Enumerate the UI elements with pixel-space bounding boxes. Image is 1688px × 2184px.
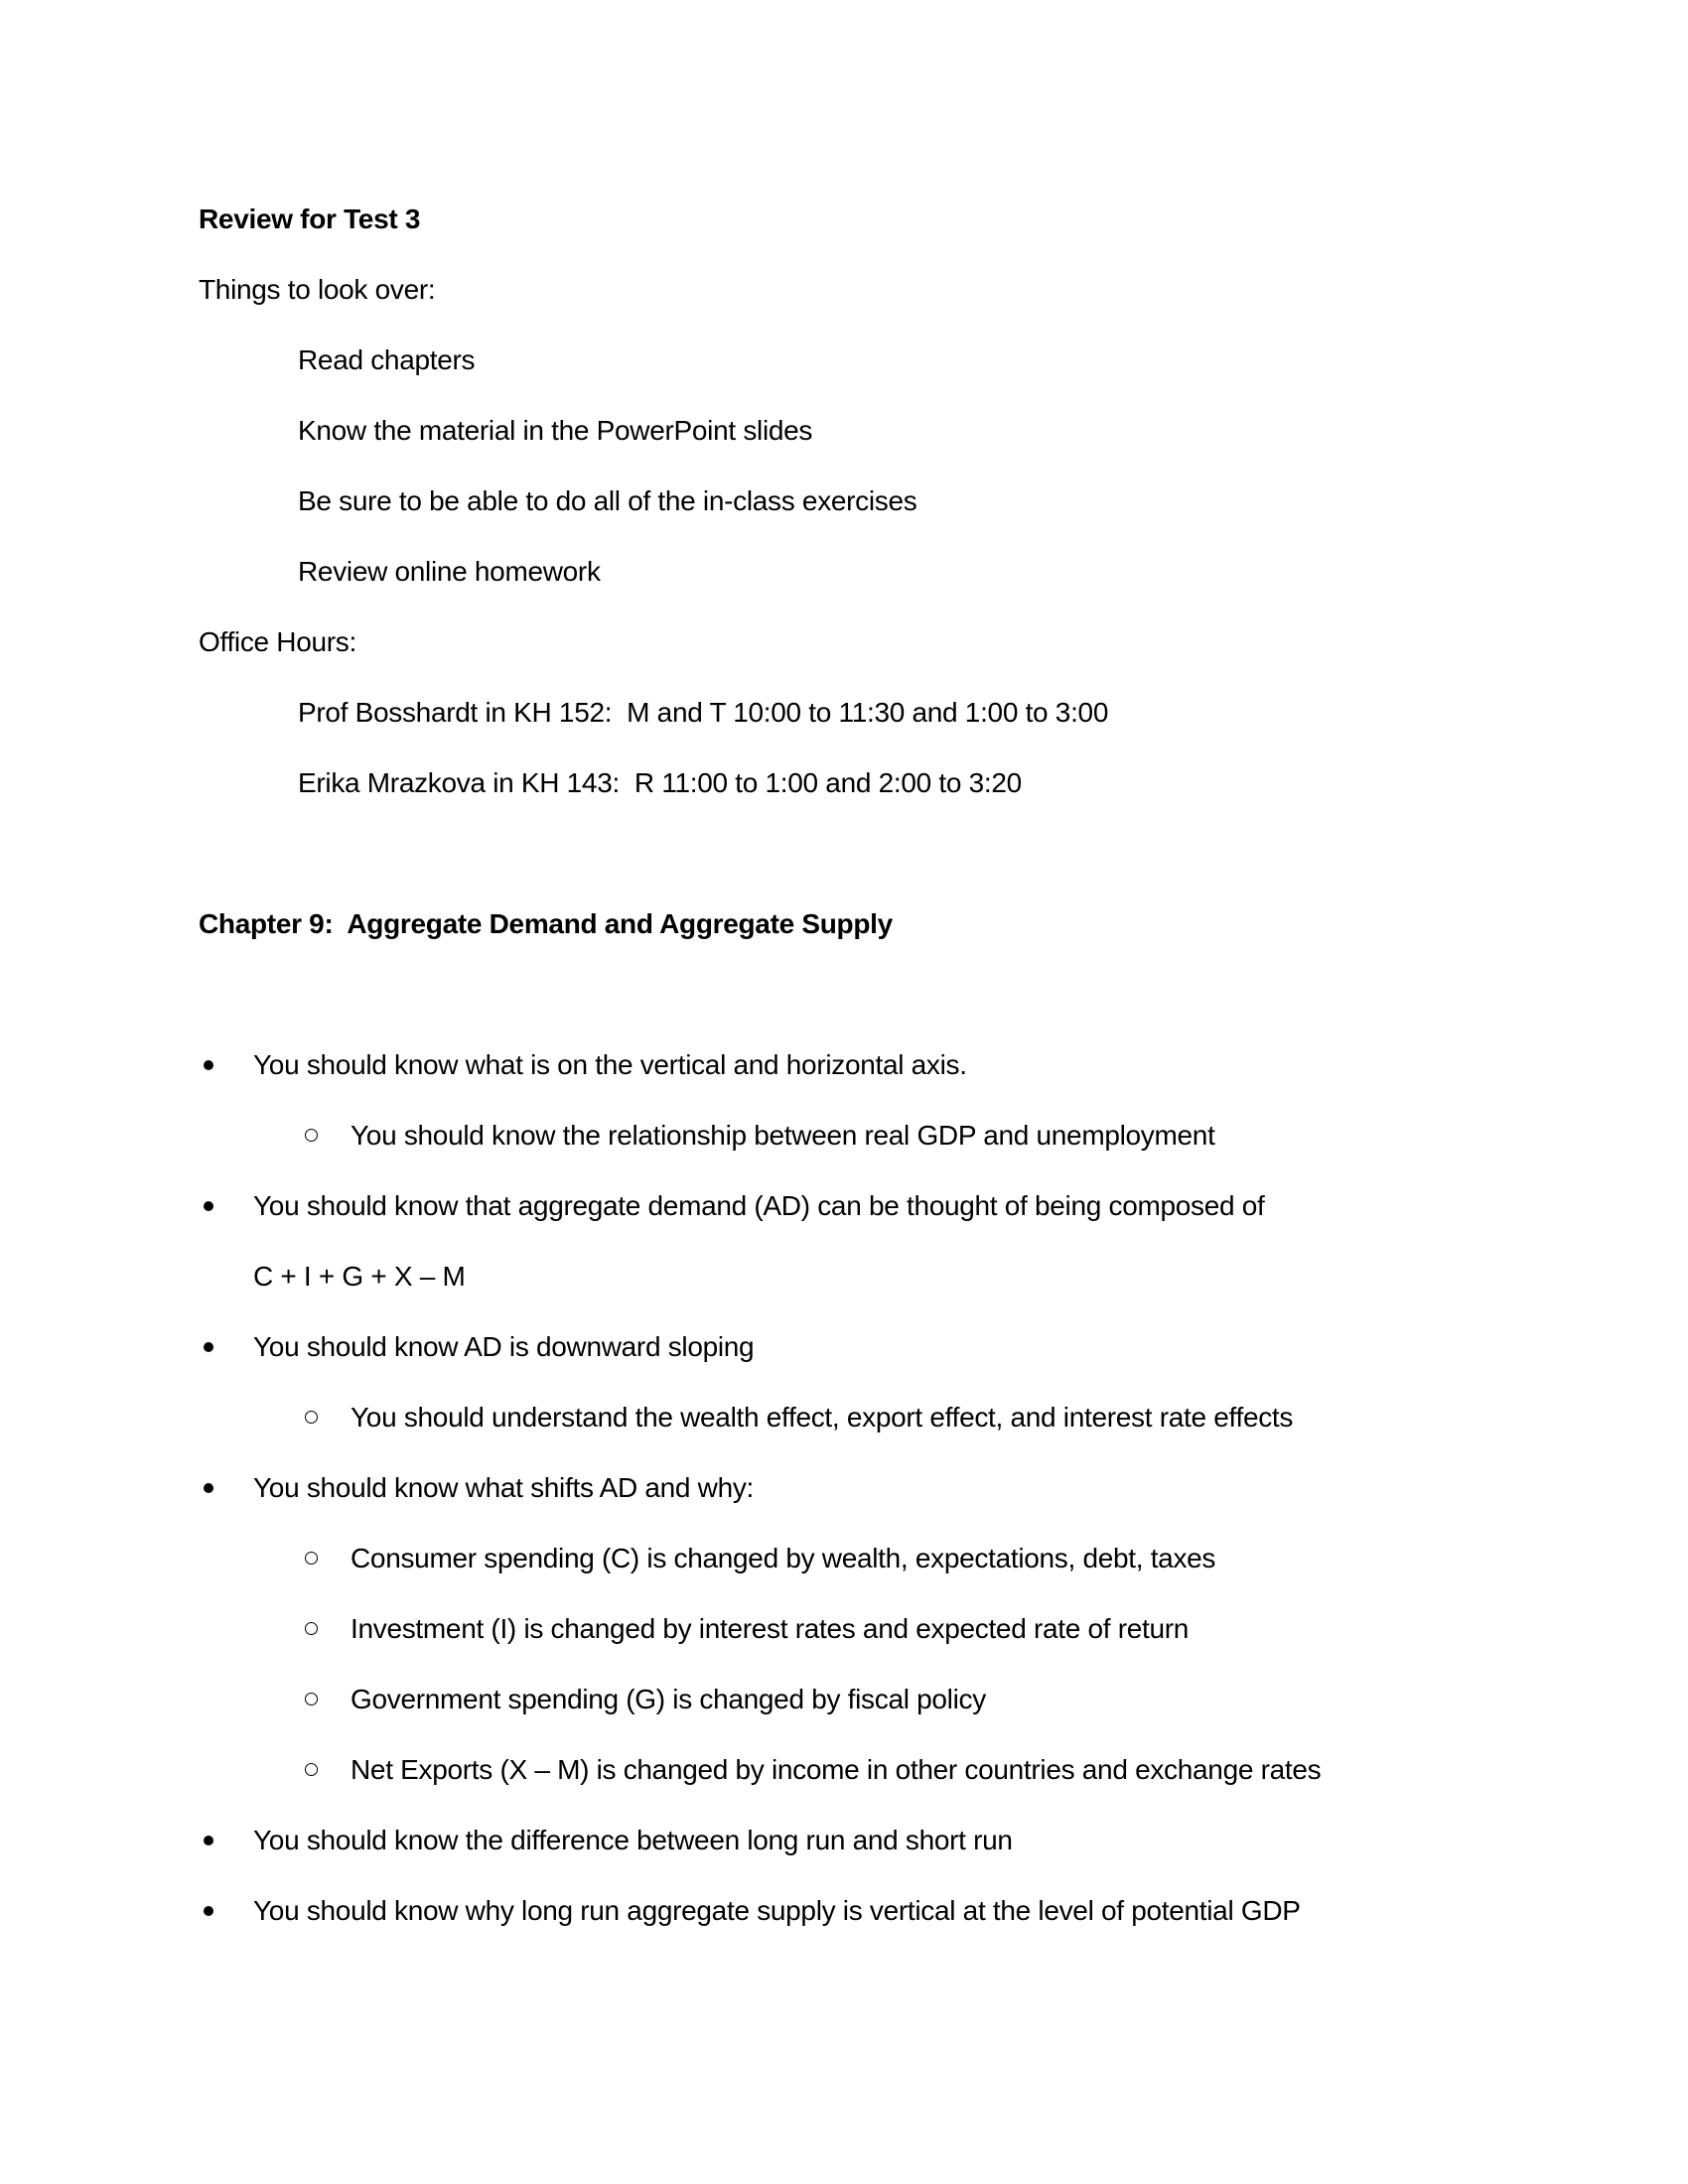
bullet-continuation-text: C + I + G + X – M bbox=[253, 1261, 466, 1292]
hollow-circle-bullet-glyph bbox=[305, 1129, 318, 1142]
sub-bullet-item-text: Government spending (G) is changed by fiscal policy bbox=[351, 1684, 986, 1714]
sub-bullet-item bbox=[199, 1734, 1509, 1805]
indented-item bbox=[199, 748, 1509, 818]
blank-line bbox=[199, 959, 1509, 1029]
document-content bbox=[199, 184, 1509, 1946]
bullet-item-text: You should know why long run aggregate supply is vertical at the level of potential GDP bbox=[253, 1895, 1301, 1926]
indented-item-text: Review online homework bbox=[298, 556, 601, 587]
indented-item bbox=[199, 466, 1509, 536]
bullet-item bbox=[199, 1029, 1509, 1100]
indented-item-text: Erika Mrazkova in KH 143: R 11:00 to 1:00 and 2:00 to 3:20 bbox=[298, 767, 1022, 798]
sub-bullet-item bbox=[199, 1100, 1509, 1170]
hollow-circle-bullet-icon bbox=[199, 1523, 351, 1593]
sub-bullet-item bbox=[199, 1523, 1509, 1593]
disc-bullet-glyph bbox=[204, 1483, 213, 1493]
disc-bullet-glyph bbox=[204, 1906, 213, 1916]
hollow-circle-bullet-icon bbox=[199, 1382, 351, 1452]
disc-bullet-glyph bbox=[204, 1342, 213, 1352]
indented-item bbox=[199, 395, 1509, 466]
bullet-item-text: You should know AD is downward sloping bbox=[253, 1331, 755, 1362]
paragraph-text: Things to look over: bbox=[199, 274, 436, 305]
disc-bullet-icon bbox=[199, 1805, 253, 1875]
bullet-item-text: You should know that aggregate demand (AD) can be thought of being composed of bbox=[253, 1190, 1265, 1221]
indented-item bbox=[199, 325, 1509, 395]
indented-item-text: Know the material in the PowerPoint slides bbox=[298, 415, 813, 446]
paragraph bbox=[199, 254, 1509, 325]
section-heading bbox=[199, 888, 1509, 959]
disc-bullet-icon bbox=[199, 1029, 253, 1100]
paragraph bbox=[199, 607, 1509, 677]
hollow-circle-bullet-icon bbox=[199, 1100, 351, 1170]
hollow-circle-bullet-glyph bbox=[305, 1622, 318, 1635]
indented-item bbox=[199, 536, 1509, 607]
hollow-circle-bullet-glyph bbox=[305, 1693, 318, 1706]
indented-item-text: Prof Bosshardt in KH 152: M and T 10:00 to 11:30 and 1:00 to 3:00 bbox=[298, 697, 1109, 728]
indented-item bbox=[199, 677, 1509, 748]
bullet-item-text: You should know the difference between long run and short run bbox=[253, 1825, 1013, 1855]
paragraph-text: Office Hours: bbox=[199, 626, 356, 657]
hollow-circle-bullet-icon bbox=[199, 1664, 351, 1734]
section-heading-text: Chapter 9: Aggregate Demand and Aggregate Supply bbox=[199, 908, 893, 939]
bullet-item bbox=[199, 1311, 1509, 1382]
hollow-circle-bullet-glyph bbox=[305, 1411, 318, 1424]
bullet-item bbox=[199, 1875, 1509, 1946]
hollow-circle-bullet-glyph bbox=[305, 1763, 318, 1776]
disc-bullet-glyph bbox=[204, 1836, 213, 1845]
bullet-continuation-line bbox=[199, 1241, 1509, 1311]
disc-bullet-glyph bbox=[204, 1060, 213, 1070]
sub-bullet-item bbox=[199, 1664, 1509, 1734]
sub-bullet-item-text: You should understand the wealth effect, export effect, and interest rate effects bbox=[351, 1402, 1294, 1433]
bullet-item bbox=[199, 1170, 1509, 1241]
hollow-circle-bullet-icon bbox=[199, 1734, 351, 1805]
sub-bullet-item-text: You should know the relationship between real GDP and unemployment bbox=[351, 1120, 1215, 1151]
disc-bullet-icon bbox=[199, 1170, 253, 1241]
indented-item-text: Read chapters bbox=[298, 344, 476, 375]
bullet-item-text: You should know what shifts AD and why: bbox=[253, 1472, 755, 1503]
document-title bbox=[199, 184, 1509, 254]
bullet-item bbox=[199, 1452, 1509, 1523]
bullet-item bbox=[199, 1805, 1509, 1875]
hollow-circle-bullet-icon bbox=[199, 1593, 351, 1664]
sub-bullet-item-text: Consumer spending (C) is changed by wealth, expectations, debt, taxes bbox=[351, 1543, 1216, 1573]
sub-bullet-item-text: Investment (I) is changed by interest rates and expected rate of return bbox=[351, 1613, 1190, 1644]
disc-bullet-glyph bbox=[204, 1201, 213, 1211]
disc-bullet-icon bbox=[199, 1311, 253, 1382]
hollow-circle-bullet-glyph bbox=[305, 1552, 318, 1565]
sub-bullet-item bbox=[199, 1382, 1509, 1452]
blank-line bbox=[199, 818, 1509, 888]
sub-bullet-item bbox=[199, 1593, 1509, 1664]
disc-bullet-icon bbox=[199, 1452, 253, 1523]
bullet-item-text: You should know what is on the vertical and horizontal axis. bbox=[253, 1049, 967, 1080]
document-title-text: Review for Test 3 bbox=[199, 204, 421, 234]
sub-bullet-item-text: Net Exports (X – M) is changed by income in other countries and exchange rates bbox=[351, 1754, 1322, 1785]
indented-item-text: Be sure to be able to do all of the in-class exercises bbox=[298, 485, 917, 516]
disc-bullet-icon bbox=[199, 1875, 253, 1946]
